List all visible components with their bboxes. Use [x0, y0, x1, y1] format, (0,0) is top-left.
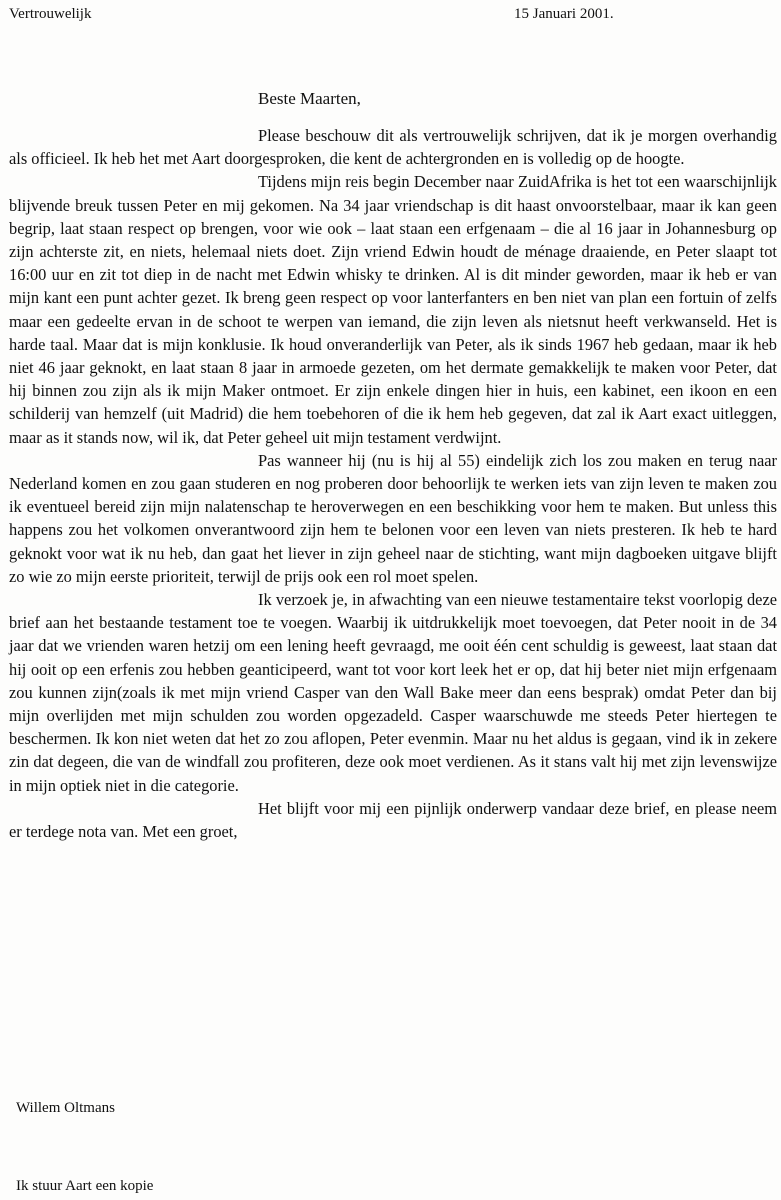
postscript: Ik stuur Aart een kopie [16, 1178, 154, 1194]
paragraph-conditions: Pas wanneer hij (nu is hij al 55) eindelijk zich los zou maken en terug naar Nederland komen en zou gaan studeren en nog proberen door behoorlijk te werken iets van zijn leven te maken zou ik eventueel bereid zijn mijn nalatenschap te heroverwegen en een beschikking voor hem te maken. But unless this happens zou het volkomen onverantwoord zijn hem te belonen voor een leven van niets presteren. Ik heb te hard geknokt voor wat ik nu heb, dan gaat het liever in zijn geheel naar de stichting, want mijn dagboeken uitgave blijft zo wie zo mijn eerste prioriteit, terwijl de prijs ook een rol moet spelen. [9, 450, 777, 586]
letter-body [9, 124, 777, 843]
paragraph-closing: Het blijft voor mij een pijnlijk onderwerp vandaar deze brief, en please neem er terdege nota van. Met een groet, [9, 798, 777, 842]
paragraph-trip: Tijdens mijn reis begin December naar ZuidAfrika is het tot een waarschijnlijk blijvende breuk tussen Peter en mij gekomen. Na 34 jaar vriendschap is dit haast onvoorstelbaar, maar ik kan geen begrip, laat staan respect op brengen, voor wie ook – laat staan een erfgenaam – die al 16 jaar in Johannesburg op zijn achterste zit, en niets, helemaal niets doet. Zijn vriend Edwin houdt de ménage draaiende, en Peter slaapt tot 16:00 uur en zit tot diep in de nacht met Edwin whisky te drinken. Al is dit minder geworden, maar ik heb er van mijn kant een punt achter gezet. Ik breng geen respect op voor lanterfanters en ben niet van plan een fortuin of zelfs maar een gedeelte ervan in de schoot te werpen van iemand, die zijn leven als nietsnut heeft verkwanseld. Het is harde taal. Maar dat is mijn konklusie. Ik houd onveranderlijk van Peter, als ik sinds 1967 heb gedaan, maar ik heb niet 46 jaar geknokt, en laat staan 8 jaar in armoede gezeten, om het dermate gemakkelijk te maken voor Peter, dat hij binnen zou zijn als ik mijn Maker ontmoet. Er zijn enkele dingen hier in huis, een kabinet, een ikoon en een schilderij van hemzelf (uit Madrid) die hem toebehoren of die ik hem heb gegeven, dat zal ik Aart exact uitleggen, maar as it stands now, wil ik, dat Peter geheel uit mijn testament verdwijnt. [9, 172, 777, 447]
paragraph-request: Ik verzoek je, in afwachting van een nieuwe testamentaire tekst voorlopig deze brief aan het bestaande testament toe te voegen. Waarbij ik uitdrukkelijk moet toevoegen, dat Peter nooit in de 34 jaar dat we vrienden waren hetzij om een lening heeft gevraagd, me ooit één cent schuldig is geweest, laat staan dat hij ooit op een erfenis zou hebben geanticipeerd, want tot voor kort leek het er op, dat hij beter niet mijn erfgenaam zou kunnen zijn(zoals ik met mijn vriend Casper van den Wall Bake meer dan eens besprak) omdat Peter dan bij mijn overlijden met mijn schulden zou worden opgezadeld. Casper waarschuwde me steeds Peter hiertegen te beschermen. Ik kon niet weten dat het zo zou aflopen, Peter evenmin. Maar nu het aldus is gegaan, vind ik in zekere zin dat degeen, die van de windfall zou profiteren, deze ook moet verdienen. As it stans valt hij met zijn levenswijze in mijn optiek niet in die categorie. [9, 590, 777, 795]
confidential-label: Vertrouwelijk [9, 6, 92, 22]
signature-name: Willem Oltmans [16, 1100, 115, 1116]
letter-date: 15 Januari 2001. [514, 6, 614, 22]
paragraph-intro: Please beschouw dit als vertrouwelijk schrijven, dat ik je morgen overhandig als officieel. Ik heb het met Aart doorgesproken, die kent de achtergronden en is volledig op de hoogte. [9, 126, 777, 169]
salutation: Beste Maarten, [258, 89, 361, 108]
